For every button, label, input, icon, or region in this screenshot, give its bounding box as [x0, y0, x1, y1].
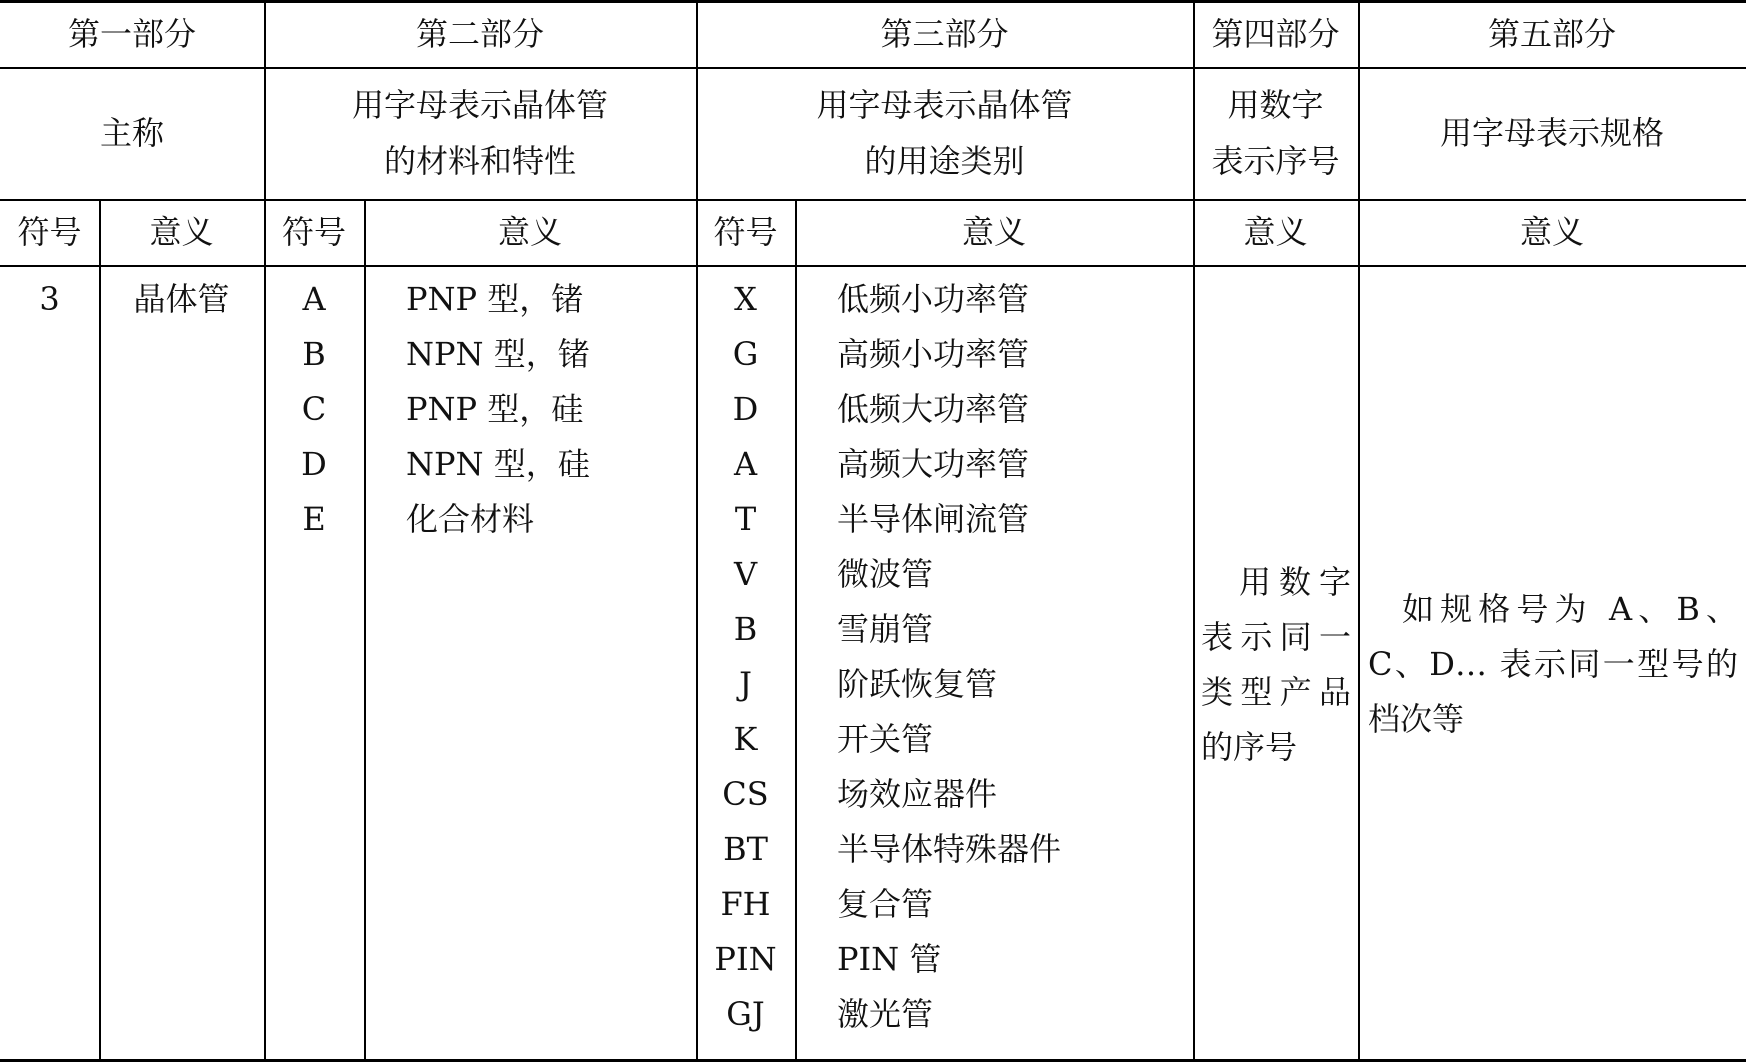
list-item: GJ — [726, 995, 765, 1033]
list-item: FH — [720, 885, 771, 923]
subcolumn-divider — [364, 199, 366, 1062]
list-item: 高频小功率管 — [837, 335, 1030, 373]
desc-part2: 用字母表示晶体管 的材料和特性 — [351, 86, 608, 180]
list-item: 激光管 — [837, 995, 934, 1033]
desc-part4: 用数字 表示序号 — [1211, 86, 1340, 180]
part2-meaning-col — [406, 272, 691, 547]
header-part2: 第二部分 — [415, 14, 544, 53]
list-item: 化合材料 — [406, 500, 535, 538]
list-item: CS — [722, 775, 769, 813]
subheader-symbol: 符号 — [713, 213, 778, 251]
subheader-symbol: 符号 — [281, 213, 346, 251]
bottom-border — [0, 1059, 1746, 1062]
list-item: C — [301, 390, 327, 428]
row-divider — [0, 265, 1746, 267]
table-cell: 晶体管 — [133, 280, 230, 318]
subheader-meaning: 意义 — [1243, 213, 1308, 251]
list-item: PNP 型，锗 — [406, 280, 584, 318]
list-item: G — [732, 335, 759, 373]
list-item: 复合管 — [837, 885, 934, 923]
desc-part1: 主称 — [99, 114, 164, 152]
part3-symbol-col — [696, 272, 795, 1042]
subheader-symbol: 符号 — [17, 213, 82, 251]
list-item: A — [302, 280, 326, 318]
list-item: E — [302, 500, 326, 538]
list-item: 低频大功率管 — [837, 390, 1030, 428]
desc-part5: 用字母表示规格 — [1439, 114, 1664, 152]
list-item: 场效应器件 — [837, 775, 998, 813]
list-item: A — [733, 445, 758, 483]
part1-meaning-col — [99, 272, 264, 327]
header-part1: 第一部分 — [67, 14, 196, 53]
list-item: V — [733, 555, 758, 593]
list-item: 半导体特殊器件 — [837, 830, 1062, 868]
list-item: T — [734, 500, 757, 538]
list-item: D — [732, 390, 759, 428]
list-item: NPN 型，锗 — [406, 335, 590, 373]
list-item: X — [734, 280, 757, 318]
list-item: B — [733, 610, 758, 648]
header-part3: 第三部分 — [880, 14, 1009, 53]
list-item: BT — [723, 830, 768, 868]
header-part5: 第五部分 — [1487, 14, 1616, 53]
table-cell: 3 — [39, 280, 60, 318]
list-item: PIN — [714, 940, 777, 978]
header-part4: 第四部分 — [1211, 14, 1340, 53]
subheader-meaning: 意义 — [149, 213, 214, 251]
part4-body-text: 用数字表示同一类型产品的序号 — [1201, 563, 1351, 766]
list-item: B — [302, 335, 326, 373]
subcolumn-divider — [99, 199, 101, 1062]
list-item: 阶跃恢复管 — [837, 665, 998, 703]
list-item: K — [733, 720, 758, 758]
list-item: 微波管 — [837, 555, 934, 593]
list-item: NPN 型，硅 — [406, 445, 590, 483]
list-item: 低频小功率管 — [837, 280, 1030, 318]
desc-part3: 用字母表示晶体管 的用途类别 — [816, 86, 1073, 180]
list-item: J — [739, 665, 752, 703]
subheader-meaning: 意义 — [961, 213, 1026, 251]
list-item: 半导体闸流管 — [837, 500, 1030, 538]
list-item: D — [301, 445, 327, 483]
part3-meaning-col — [837, 272, 1187, 1042]
subheader-meaning: 意义 — [497, 213, 562, 251]
part5-body-text: 如规格号为 A、B、C、D… 表示同一型号的档次等 — [1368, 590, 1738, 738]
subcolumn-divider — [795, 199, 797, 1062]
part1-symbol-col — [0, 272, 99, 327]
list-item: 高频大功率管 — [837, 445, 1030, 483]
list-item: PIN 管 — [837, 940, 942, 978]
list-item: 开关管 — [837, 720, 934, 758]
part2-symbol-col — [264, 272, 364, 547]
subheader-meaning: 意义 — [1519, 213, 1584, 251]
list-item: 雪崩管 — [837, 610, 934, 648]
list-item: PNP 型，硅 — [406, 390, 584, 428]
